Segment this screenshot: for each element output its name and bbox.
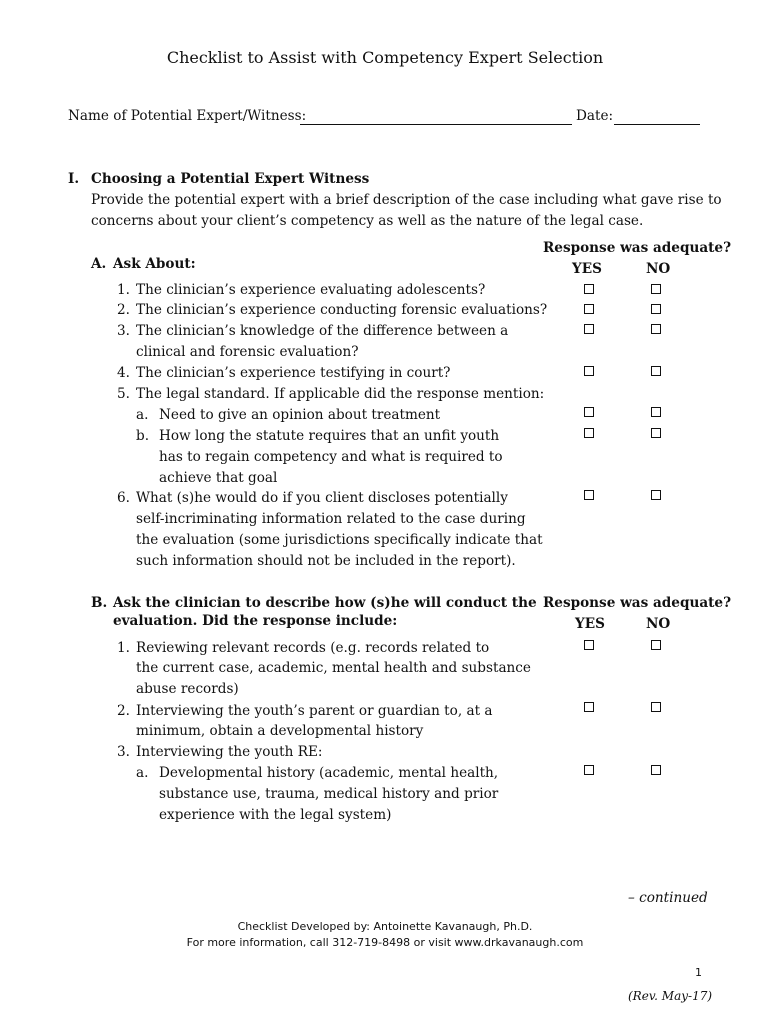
item-number: 4. — [117, 365, 130, 381]
list-item: The clinician’s experience evaluating adolescents? — [136, 282, 486, 298]
continued-note: – continued — [628, 890, 708, 906]
list-item: The clinician’s experience testifying in court? — [136, 365, 451, 381]
section-intro-line: concerns about your client’s competency as well as the nature of the legal case. — [91, 213, 644, 229]
no-checkbox[interactable] — [651, 304, 661, 314]
subitem: How long the statute requires that an unfit youth — [159, 428, 500, 444]
date-field[interactable] — [614, 124, 700, 125]
list-item-continuation: such information should not be included in the report). — [136, 553, 516, 569]
part-a-letter: A. — [91, 256, 107, 272]
item-number: 2. — [117, 302, 130, 318]
no-checkbox[interactable] — [651, 366, 661, 376]
page-number: 1 — [695, 966, 702, 979]
list-item: The legal standard. If applicable did the response mention: — [136, 386, 545, 402]
yes-checkbox[interactable] — [584, 284, 594, 294]
subitem-letter: a. — [136, 765, 149, 781]
subitem-letter: b. — [136, 428, 150, 444]
item-number: 6. — [117, 490, 130, 506]
yes-checkbox[interactable] — [584, 490, 594, 500]
part-b-letter: B. — [91, 595, 108, 611]
yes-checkbox[interactable] — [584, 640, 594, 650]
yes-checkbox[interactable] — [584, 304, 594, 314]
list-item-continuation: self-incriminating information related to the case during — [136, 511, 526, 527]
name-label: Name of Potential Expert/Witness: — [68, 108, 307, 124]
response-heading: Response was adequate? — [543, 595, 732, 611]
part-b-heading: Ask the clinician to describe how (s)he will conduct the — [113, 595, 537, 611]
page-title: Checklist to Assist with Competency Expert Selection — [166, 48, 604, 67]
yes-checkbox[interactable] — [584, 702, 594, 712]
subitem-continuation: has to regain competency and what is required to — [159, 449, 503, 465]
yes-column-label: YES — [572, 261, 602, 277]
item-number: 2. — [117, 703, 130, 719]
date-label: Date: — [576, 108, 614, 124]
footer-contact: For more information, call 312-719-8498 or visit www.drkavanaugh.com — [186, 936, 584, 949]
no-checkbox[interactable] — [651, 490, 661, 500]
list-item: Interviewing the youth’s parent or guardian to, at a — [136, 703, 493, 719]
list-item-continuation: abuse records) — [136, 681, 239, 697]
section-numeral: I. — [68, 171, 80, 187]
no-checkbox[interactable] — [651, 407, 661, 417]
item-number: 1. — [117, 282, 130, 298]
item-number: 1. — [117, 640, 130, 656]
yes-checkbox[interactable] — [584, 366, 594, 376]
section-intro-line: Provide the potential expert with a brief description of the case including what gave rise to — [91, 192, 722, 208]
yes-checkbox[interactable] — [584, 765, 594, 775]
no-checkbox[interactable] — [651, 324, 661, 334]
subitem-letter: a. — [136, 407, 149, 423]
yes-checkbox[interactable] — [584, 428, 594, 438]
section-heading: Choosing a Potential Expert Witness — [91, 171, 370, 187]
list-item-continuation: the evaluation (some jurisdictions specifically indicate that — [136, 532, 543, 548]
list-item: Reviewing relevant records (e.g. records related to — [136, 640, 490, 656]
subitem-continuation: achieve that goal — [159, 470, 278, 486]
item-number: 3. — [117, 744, 130, 760]
footer-credit: Checklist Developed by: Antoinette Kavanaugh, Ph.D. — [237, 920, 533, 933]
list-item: What (s)he would do if you client discloses potentially — [136, 490, 508, 506]
part-a-heading: Ask About: — [113, 256, 196, 272]
list-item: Interviewing the youth RE: — [136, 744, 323, 760]
subitem-continuation: substance use, trauma, medical history and prior — [159, 786, 499, 802]
subitem: Developmental history (academic, mental health, — [159, 765, 499, 781]
list-item-continuation: clinical and forensic evaluation? — [136, 344, 359, 360]
no-checkbox[interactable] — [651, 640, 661, 650]
response-heading: Response was adequate? — [543, 240, 732, 256]
yes-checkbox[interactable] — [584, 407, 594, 417]
part-b-heading: evaluation. Did the response include: — [113, 613, 398, 629]
no-checkbox[interactable] — [651, 428, 661, 438]
name-field[interactable] — [300, 124, 572, 125]
no-checkbox[interactable] — [651, 765, 661, 775]
no-column-label: NO — [646, 261, 671, 277]
no-checkbox[interactable] — [651, 284, 661, 294]
list-item: The clinician’s knowledge of the difference between a — [136, 323, 509, 339]
item-number: 3. — [117, 323, 130, 339]
no-column-label: NO — [646, 616, 671, 632]
subitem-continuation: experience with the legal system) — [159, 807, 392, 823]
subitem: Need to give an opinion about treatment — [159, 407, 441, 423]
yes-checkbox[interactable] — [584, 324, 594, 334]
list-item-continuation: the current case, academic, mental health and substance — [136, 660, 531, 676]
list-item-continuation: minimum, obtain a developmental history — [136, 723, 424, 739]
no-checkbox[interactable] — [651, 702, 661, 712]
item-number: 5. — [117, 386, 130, 402]
yes-column-label: YES — [575, 616, 605, 632]
list-item: The clinician’s experience conducting forensic evaluations? — [136, 302, 548, 318]
revision-note: (Rev. May-17) — [628, 989, 713, 1003]
